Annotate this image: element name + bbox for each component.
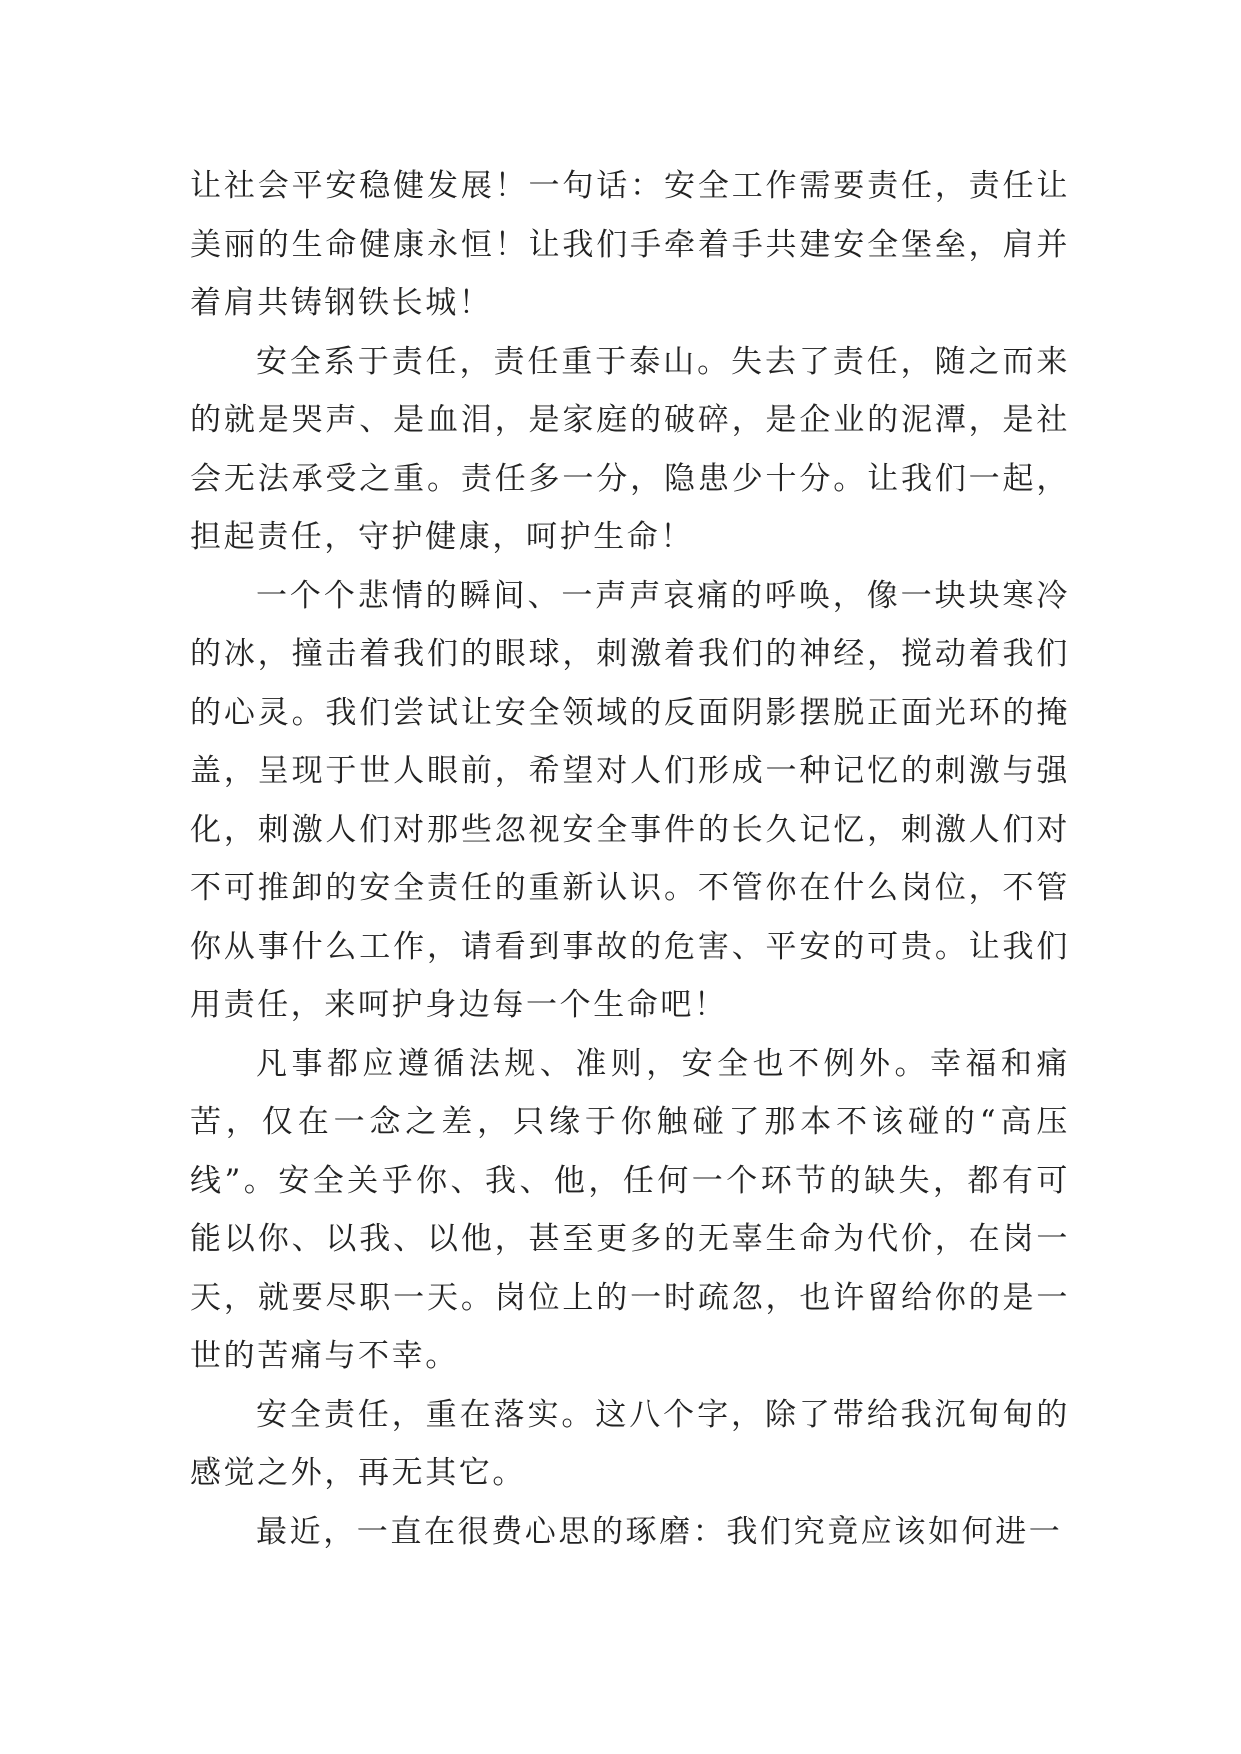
paragraph-1: 让社会平安稳健发展！一句话：安全工作需要责任，责任让美丽的生命健康永恒！让我们手牵着手共建安全堡垒，肩并着肩共铸钢铁长城！ <box>190 168 1070 321</box>
paragraph-5: 安全责任，重在落实。这八个字，除了带给我沉甸甸的感觉之外，再无其它。 <box>190 1396 1070 1491</box>
paragraph-3: 一个个悲情的瞬间、一声声哀痛的呼唤，像一块块寒冷的冰，撞击着我们的眼球，刺激着我们的神经，搅动着我们的心灵。我们尝试让安全领域的反面阴影摆脱正面光环的掩盖，呈现于世人眼前，希望对人们形成一种记忆的刺激与强化，刺激人们对那些忽视安全事件的长久记忆，刺激人们对不可推卸的安全责任的重新认识。不管你在什么岗位，不管你从事什么工作，请看到事故的危害、平安的可贵。让我们用责任，来呵护身边每一个生命吧！ <box>190 577 1070 1023</box>
paragraph-4: 凡事都应遵循法规、准则，安全也不例外。幸福和痛苦，仅在一念之差，只缘于你触碰了那本不该碰的“高压线”。安全关乎你、我、他，任何一个环节的缺失，都有可能以你、以我、以他，甚至更多的无辜生命为代价，在岗一天，就要尽职一天。岗位上的一时疏忽，也许留给你的是一世的苦痛与不幸。 <box>190 1045 1070 1374</box>
document-body <box>190 157 1070 1561</box>
paragraph-6: 最近，一直在很费心思的琢磨：我们究竟应该如何进一 <box>256 1513 1063 1550</box>
paragraph-2: 安全系于责任，责任重于泰山。失去了责任，随之而来的就是哭声、是血泪，是家庭的破碎，是企业的泥潭，是社会无法承受之重。责任多一分，隐患少十分。让我们一起，担起责任，守护健康，呵护生命！ <box>190 343 1070 555</box>
